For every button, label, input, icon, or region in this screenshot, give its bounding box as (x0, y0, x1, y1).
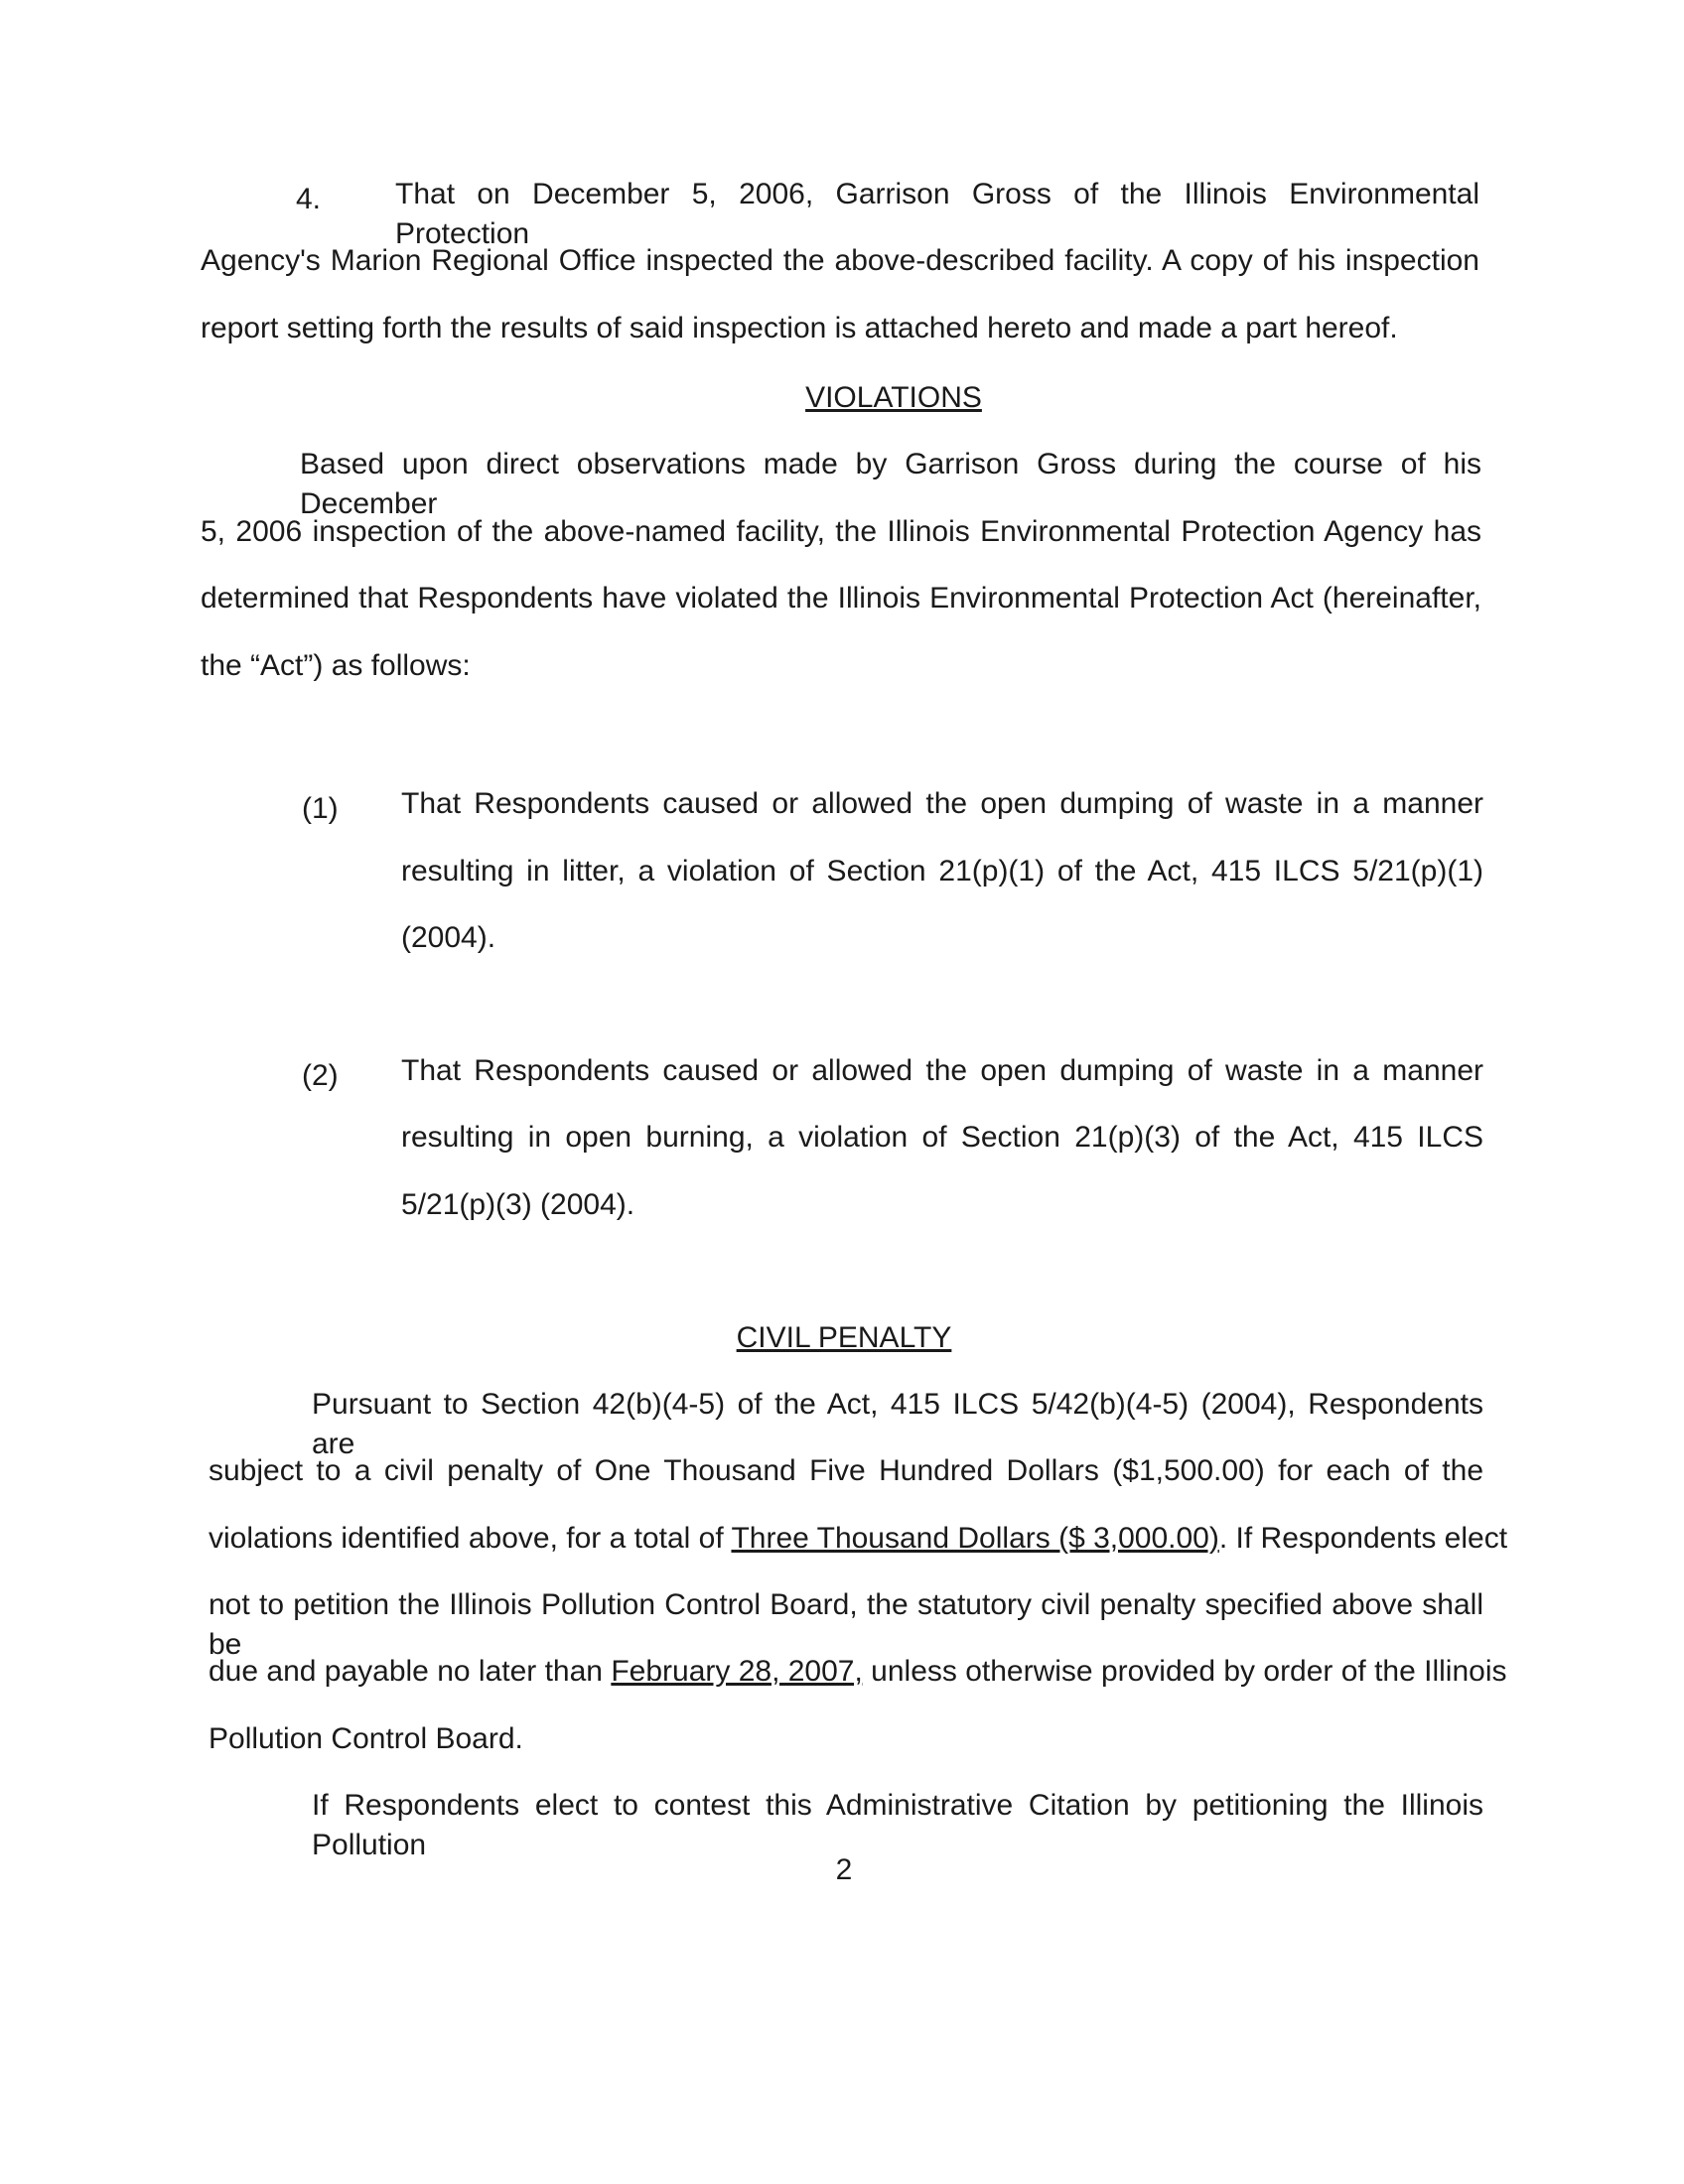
paragraph-4-line-1: That on December 5, 2006, Garrison Gross of the Illinois Environmental Protection (395, 178, 1479, 250)
civil-penalty-line-4: not to petition the Illinois Pollution Control Board, the statutory civil penalty specified above shall be (209, 1588, 1483, 1661)
violations-intro-line-1: Based upon direct observations made by Garrison Gross during the course of his December (300, 448, 1481, 520)
violation-number: (2) (302, 1059, 339, 1092)
penalty-text: violations identified above, for a total of (209, 1522, 732, 1555)
violations-intro-line-2: 5, 2006 inspection of the above-named facility, the Illinois Environmental Protection Agency has (201, 515, 1481, 548)
violation-2-line-1: That Respondents caused or allowed the open dumping of waste in a manner (401, 1054, 1483, 1087)
page-number: 2 (835, 1853, 853, 1886)
civil-penalty-line-6: Pollution Control Board. (209, 1722, 523, 1755)
penalty-total: Three Thousand Dollars ($ 3,000.00) (731, 1522, 1219, 1555)
paragraph-number: 4. (296, 183, 322, 215)
paragraph-4-line-2: Agency's Marion Regional Office inspected the above-described facility. A copy of his inspection (201, 244, 1479, 277)
contest-line-1: If Respondents elect to contest this Administrative Citation by petitioning the Illinois Pollution (312, 1789, 1483, 1861)
penalty-text: . If Respondents elect (1218, 1522, 1508, 1555)
civil-penalty-line-3 (209, 1519, 1508, 1559)
civil-penalty-line-5 (209, 1652, 1507, 1692)
violations-heading: VIOLATIONS (805, 381, 982, 414)
violation-1-line-2: resulting in litter, a violation of Section 21(p)(1) of the Act, 415 ILCS 5/21(p)(1) (401, 855, 1483, 887)
penalty-text: due and payable no later than (209, 1655, 612, 1688)
violations-intro-line-4: the “Act”) as follows: (201, 649, 471, 682)
violation-2-line-3: 5/21(p)(3) (2004). (401, 1188, 635, 1221)
civil-penalty-heading: CIVIL PENALTY (736, 1321, 952, 1354)
civil-penalty-line-1: Pursuant to Section 42(b)(4-5) of the Act, 415 ILCS 5/42(b)(4-5) (2004), Respondents are (312, 1388, 1483, 1460)
violations-intro-line-3: determined that Respondents have violated the Illinois Environmental Protection Act (hereinafter, (201, 582, 1481, 614)
civil-penalty-line-2: subject to a civil penalty of One Thousand Five Hundred Dollars ($1,500.00) for each of the (209, 1454, 1483, 1487)
violation-number: (1) (302, 792, 339, 825)
due-date: February 28, 2007, (611, 1655, 863, 1688)
paragraph-4-line-3: report setting forth the results of said inspection is attached hereto and made a part hereof. (201, 312, 1398, 344)
violation-1-line-1: That Respondents caused or allowed the open dumping of waste in a manner (401, 787, 1483, 820)
violation-2-line-2: resulting in open burning, a violation of Section 21(p)(3) of the Act, 415 ILCS (401, 1121, 1483, 1154)
penalty-text: unless otherwise provided by order of the Illinois (862, 1655, 1507, 1688)
violation-1-line-3: (2004). (401, 921, 496, 954)
